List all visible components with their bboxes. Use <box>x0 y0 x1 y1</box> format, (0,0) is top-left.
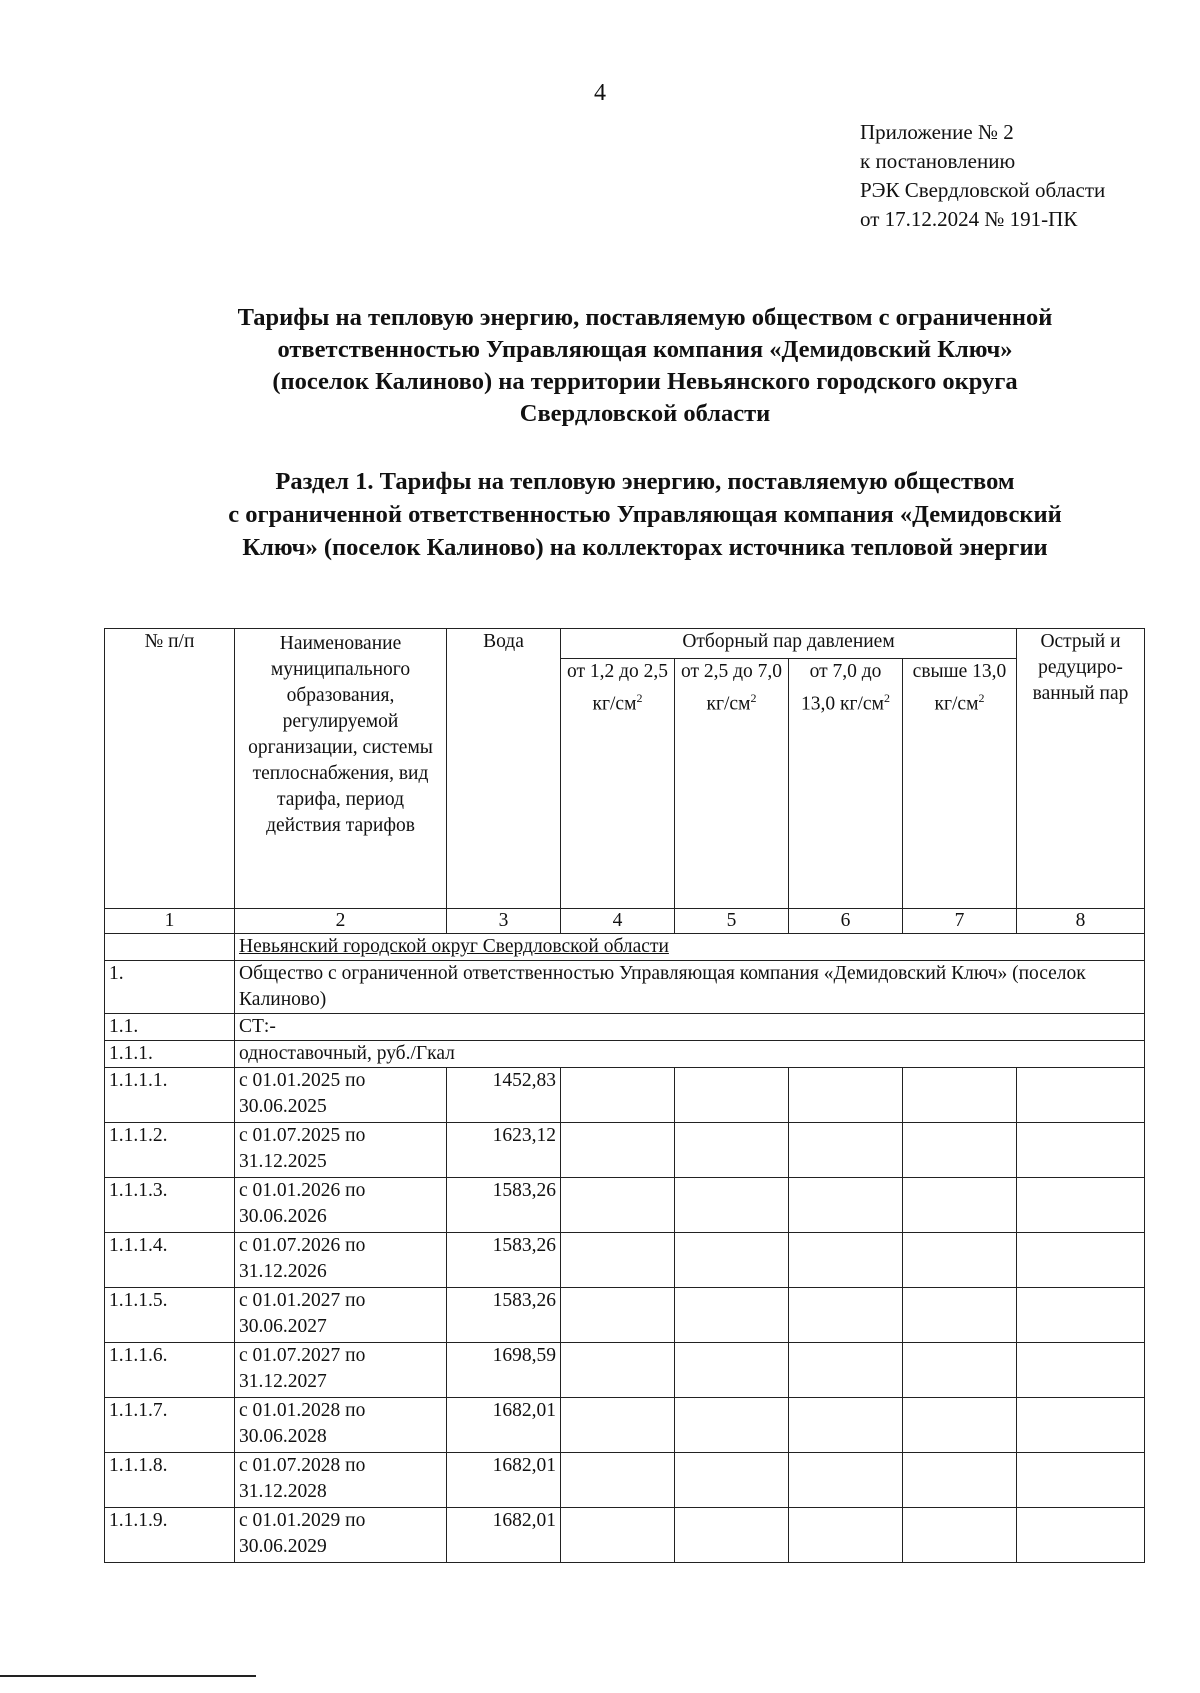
header-name: Наименование муниципального образования, регулируемой организации, системы теплоснабжения, вид тарифа, период действия тарифов <box>235 629 447 909</box>
row-period: с 01.01.2028 по 30.06.2028 <box>235 1398 447 1453</box>
header-steam-1: от 1,2 до 2,5 $кг/см^2$ <box>561 659 675 909</box>
empty-cell <box>789 1343 903 1398</box>
empty-cell <box>903 1398 1017 1453</box>
empty-cell <box>561 1233 675 1288</box>
column-number: 6 <box>789 909 903 934</box>
column-number: 2 <box>235 909 447 934</box>
title-line-4: Свердловской области <box>519 400 771 427</box>
header-steam-group: Отборный пар давлением <box>561 629 1017 659</box>
table-row <box>105 1288 1145 1343</box>
column-number: 7 <box>903 909 1017 934</box>
document-title <box>150 302 1140 430</box>
row-num: 1.1.1.6. <box>105 1343 235 1398</box>
row-water-value: 1583,26 <box>447 1288 561 1343</box>
heat-system-label: СТ:- <box>235 1014 1145 1041</box>
empty-cell <box>1017 1178 1145 1233</box>
row-period: с 01.07.2028 по 31.12.2028 <box>235 1453 447 1508</box>
row-num: 1.1.1.4. <box>105 1233 235 1288</box>
empty-cell <box>903 1453 1017 1508</box>
page-number: 4 <box>594 80 606 106</box>
row-water-value: 1583,26 <box>447 1178 561 1233</box>
table-row <box>105 1398 1145 1453</box>
row-water-value: 1583,26 <box>447 1233 561 1288</box>
empty-cell <box>903 1508 1017 1563</box>
header-steam-2: от 2,5 до 7,0 $кг/см^2$ <box>675 659 789 909</box>
row-water-value: 1623,12 <box>447 1123 561 1178</box>
empty-cell <box>789 1508 903 1563</box>
footnote-separator <box>0 1675 256 1677</box>
row-period: с 01.01.2029 по 30.06.2029 <box>235 1508 447 1563</box>
empty-cell <box>789 1453 903 1508</box>
appendix-block <box>860 118 1105 234</box>
row-water-value: 1452,83 <box>447 1068 561 1123</box>
row-period: с 01.07.2027 по 31.12.2027 <box>235 1343 447 1398</box>
row-num: 1.1.1.8. <box>105 1453 235 1508</box>
row-num: 1.1.1.5. <box>105 1288 235 1343</box>
empty-cell <box>675 1068 789 1123</box>
empty-cell <box>675 1178 789 1233</box>
empty-cell <box>789 1068 903 1123</box>
header-steam-4: свыше 13,0 $кг/см^2$ <box>903 659 1017 909</box>
row-period: с 01.07.2025 по 31.12.2025 <box>235 1123 447 1178</box>
empty-cell <box>1017 1453 1145 1508</box>
title-line-3: (поселок Калиново) на территории Невьянского городского округа <box>272 368 1018 395</box>
tariff-type-label: одноставочный, руб./Гкал <box>235 1041 1145 1068</box>
column-number: 4 <box>561 909 675 934</box>
row-num: 1.1.1.9. <box>105 1508 235 1563</box>
empty-cell <box>675 1343 789 1398</box>
header-num: № п/п <box>105 629 235 909</box>
heat-system-num: 1.1. <box>105 1014 235 1041</box>
empty-cell <box>903 1068 1017 1123</box>
empty-cell <box>903 1123 1017 1178</box>
empty-cell <box>1017 1398 1145 1453</box>
table-row <box>105 1178 1145 1233</box>
row-water-value: 1682,01 <box>447 1453 561 1508</box>
row-period: с 01.07.2026 по 31.12.2026 <box>235 1233 447 1288</box>
empty-cell <box>561 1453 675 1508</box>
empty-cell <box>1017 1123 1145 1178</box>
empty-cell <box>1017 1343 1145 1398</box>
row-num: 1.1.1.7. <box>105 1398 235 1453</box>
empty-cell <box>1017 1068 1145 1123</box>
column-numbers-row <box>105 909 1145 934</box>
table-row <box>105 1453 1145 1508</box>
table-row <box>105 1123 1145 1178</box>
empty-cell <box>675 1398 789 1453</box>
table-row <box>105 1068 1145 1123</box>
tariff-type-num: 1.1.1. <box>105 1041 235 1068</box>
header-water: Вода <box>447 629 561 909</box>
empty-cell <box>903 1178 1017 1233</box>
row-water-value: 1698,59 <box>447 1343 561 1398</box>
organization-row <box>105 961 1145 1014</box>
column-number: 1 <box>105 909 235 934</box>
row-num: 1.1.1.1. <box>105 1068 235 1123</box>
tariff-table <box>104 628 1145 1563</box>
section-line-2: с ограниченной ответственностью Управляющая компания «Демидовский <box>228 501 1062 528</box>
empty-cell <box>675 1233 789 1288</box>
row-num: 1.1.1.3. <box>105 1178 235 1233</box>
empty-cell <box>675 1508 789 1563</box>
empty-cell <box>561 1343 675 1398</box>
empty-cell <box>1017 1233 1145 1288</box>
column-number: 5 <box>675 909 789 934</box>
table-row <box>105 1343 1145 1398</box>
empty-cell <box>789 1178 903 1233</box>
empty-cell <box>561 1398 675 1453</box>
empty-cell <box>789 1123 903 1178</box>
title-line-1: Тарифы на тепловую энергию, поставляемую обществом с ограниченной <box>237 304 1053 331</box>
tariff-type-row <box>105 1041 1145 1068</box>
empty-cell <box>561 1508 675 1563</box>
appendix-line-4: от 17.12.2024 № 191-ПК <box>860 207 1078 231</box>
empty-cell <box>675 1123 789 1178</box>
heat-system-row <box>105 1014 1145 1041</box>
header-sharp-steam: Острый и редуциро-ванный пар <box>1017 629 1145 909</box>
empty-cell <box>1017 1288 1145 1343</box>
appendix-line-2: к постановлению <box>860 149 1016 173</box>
empty-cell <box>903 1233 1017 1288</box>
organization-name: Общество с ограниченной ответственностью Управляющая компания «Демидовский Ключ» (поселок Калиново) <box>235 961 1145 1014</box>
appendix-line-1: Приложение № 2 <box>860 120 1014 144</box>
table-row <box>105 1508 1145 1563</box>
section-title <box>150 465 1140 564</box>
tariff-rows <box>105 1068 1145 1563</box>
row-water-value: 1682,01 <box>447 1508 561 1563</box>
section-line-1: Раздел 1. Тарифы на тепловую энергию, поставляемую обществом <box>275 468 1015 495</box>
row-period: с 01.01.2026 по 30.06.2026 <box>235 1178 447 1233</box>
section-line-3: Ключ» (поселок Калиново) на коллекторах источника тепловой энергии <box>242 534 1048 561</box>
row-num: 1.1.1.2. <box>105 1123 235 1178</box>
empty-cell <box>1017 1508 1145 1563</box>
column-number: 3 <box>447 909 561 934</box>
organization-num: 1. <box>105 961 235 1014</box>
empty-cell <box>561 1068 675 1123</box>
empty-cell <box>789 1398 903 1453</box>
district-name: Невьянский городской округ Свердловской области <box>235 934 1145 961</box>
empty-cell <box>903 1343 1017 1398</box>
row-period: с 01.01.2027 по 30.06.2027 <box>235 1288 447 1343</box>
empty-cell <box>903 1288 1017 1343</box>
empty-cell <box>789 1288 903 1343</box>
row-water-value: 1682,01 <box>447 1398 561 1453</box>
empty-cell <box>675 1288 789 1343</box>
empty-cell <box>561 1288 675 1343</box>
district-row <box>105 934 1145 961</box>
empty-cell <box>675 1453 789 1508</box>
column-number: 8 <box>1017 909 1145 934</box>
appendix-line-3: РЭК Свердловской области <box>860 178 1106 202</box>
title-line-2: ответственностью Управляющая компания «Демидовский Ключ» <box>277 336 1013 363</box>
empty-cell <box>561 1178 675 1233</box>
empty-cell <box>789 1233 903 1288</box>
row-period: с 01.01.2025 по 30.06.2025 <box>235 1068 447 1123</box>
table-row <box>105 1233 1145 1288</box>
empty-cell <box>561 1123 675 1178</box>
header-steam-3: от 7,0 до 13,0 $кг/см^2$ <box>789 659 903 909</box>
